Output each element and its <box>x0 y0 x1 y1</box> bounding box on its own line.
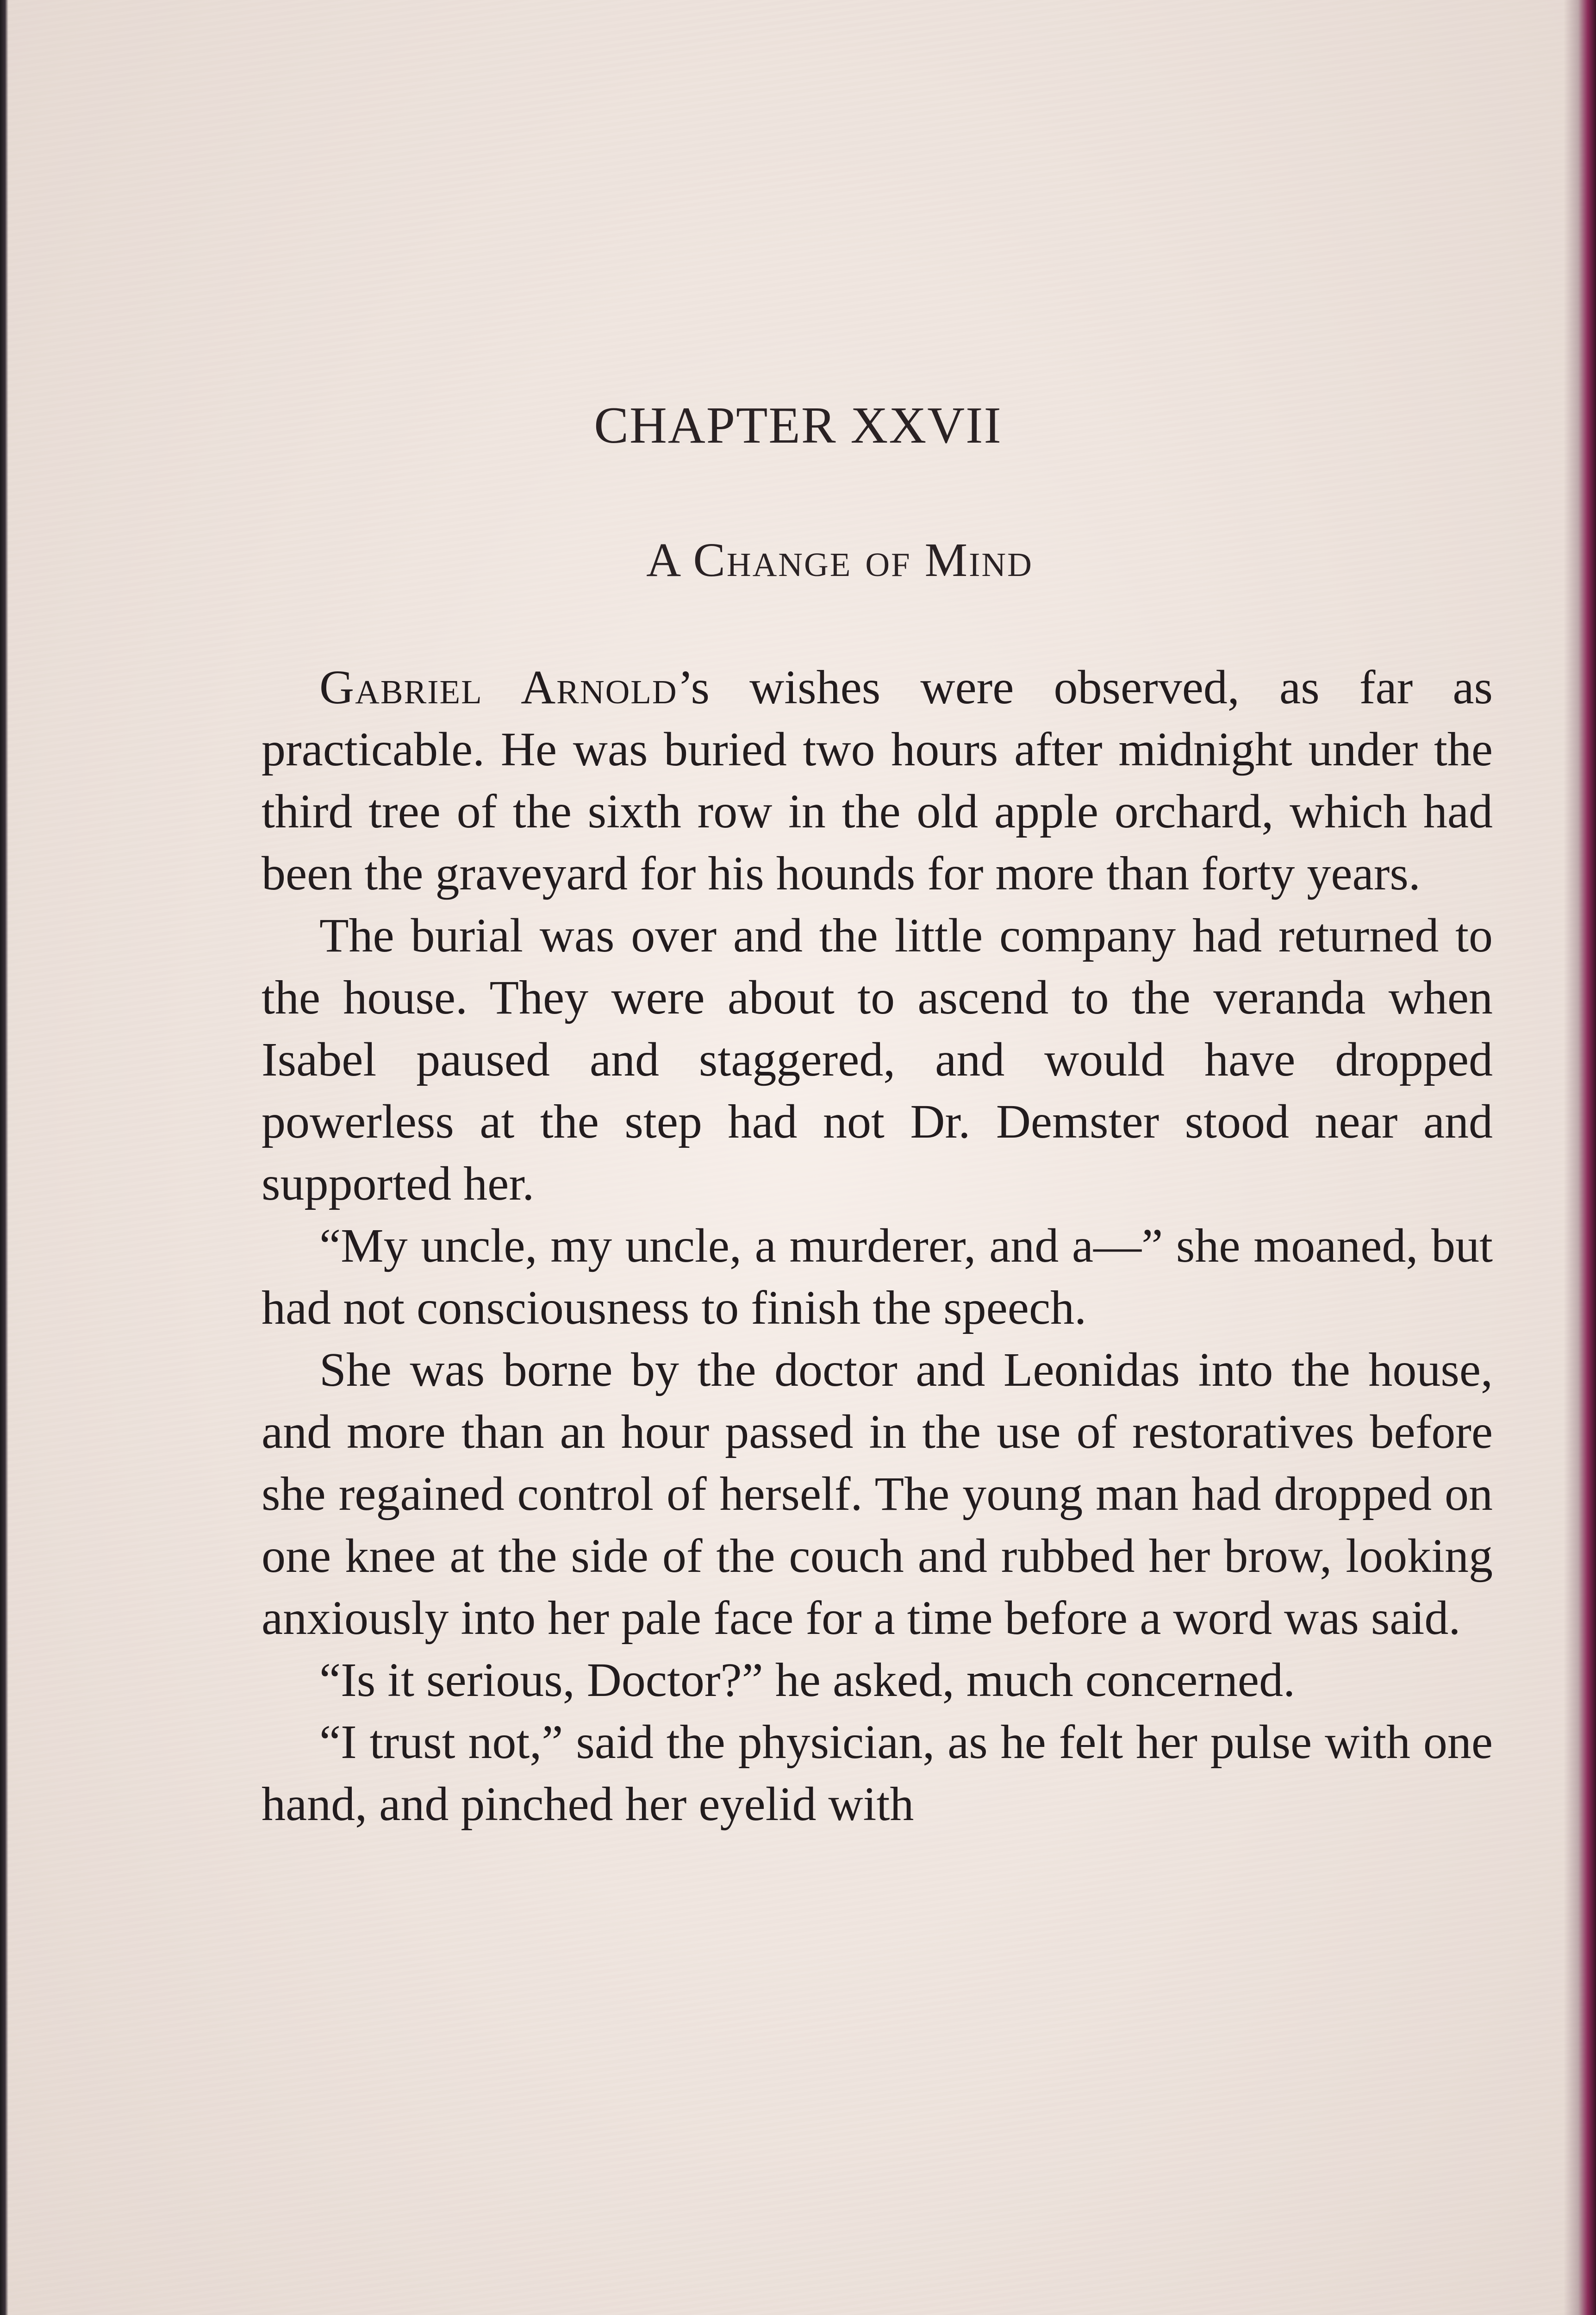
chapter-title: CHAPTER XXVII <box>594 397 1002 454</box>
paragraph-text: “My uncle, my uncle, a murderer, and a—” she moaned, but had not consciousness to finish the speech. <box>262 1219 1493 1334</box>
paragraph <box>262 1649 1493 1711</box>
paragraph <box>262 1711 1493 1835</box>
paragraph-text: She was borne by the doctor and Leonidas into the house, and more than an hour passed in the use of restoratives before she regained control of herself. The young man had dropped on one knee at the side of the couch and rubbed her brow, looking anxiously into her pale face for a time before a word was said. <box>262 1343 1493 1645</box>
paragraph <box>262 1339 1493 1649</box>
paragraph-text: “I trust not,” said the physician, as he felt her pulse with one hand, and pinched her eyelid with <box>262 1715 1493 1831</box>
page-right-edge <box>1564 0 1596 2315</box>
paragraph-text: The burial was over and the little company had returned to the house. They were about to ascend to the veranda when Isabel paused and staggered, and would have dropped powerless at the step had not Dr. Demster stood near and supported her. <box>262 909 1493 1210</box>
paragraph-text: “Is it serious, Doctor?” he asked, much concerned. <box>319 1653 1296 1707</box>
paragraph-lead: Gabriel Arnold <box>319 661 678 714</box>
paragraph-text: ’s wishes were observed, as far as practicable. He was buried two hours after midnight under the third tree of the sixth row in the old apple orchard, which had been the graveyard for his hounds for more than forty years. <box>262 661 1493 900</box>
paragraph <box>262 1215 1493 1339</box>
chapter-subtitle: A Change of Mind <box>646 533 1033 587</box>
paragraph <box>262 905 1493 1215</box>
chapter-body <box>262 657 1493 1835</box>
page-binding-edge <box>0 0 8 2315</box>
paragraph <box>262 657 1493 905</box>
